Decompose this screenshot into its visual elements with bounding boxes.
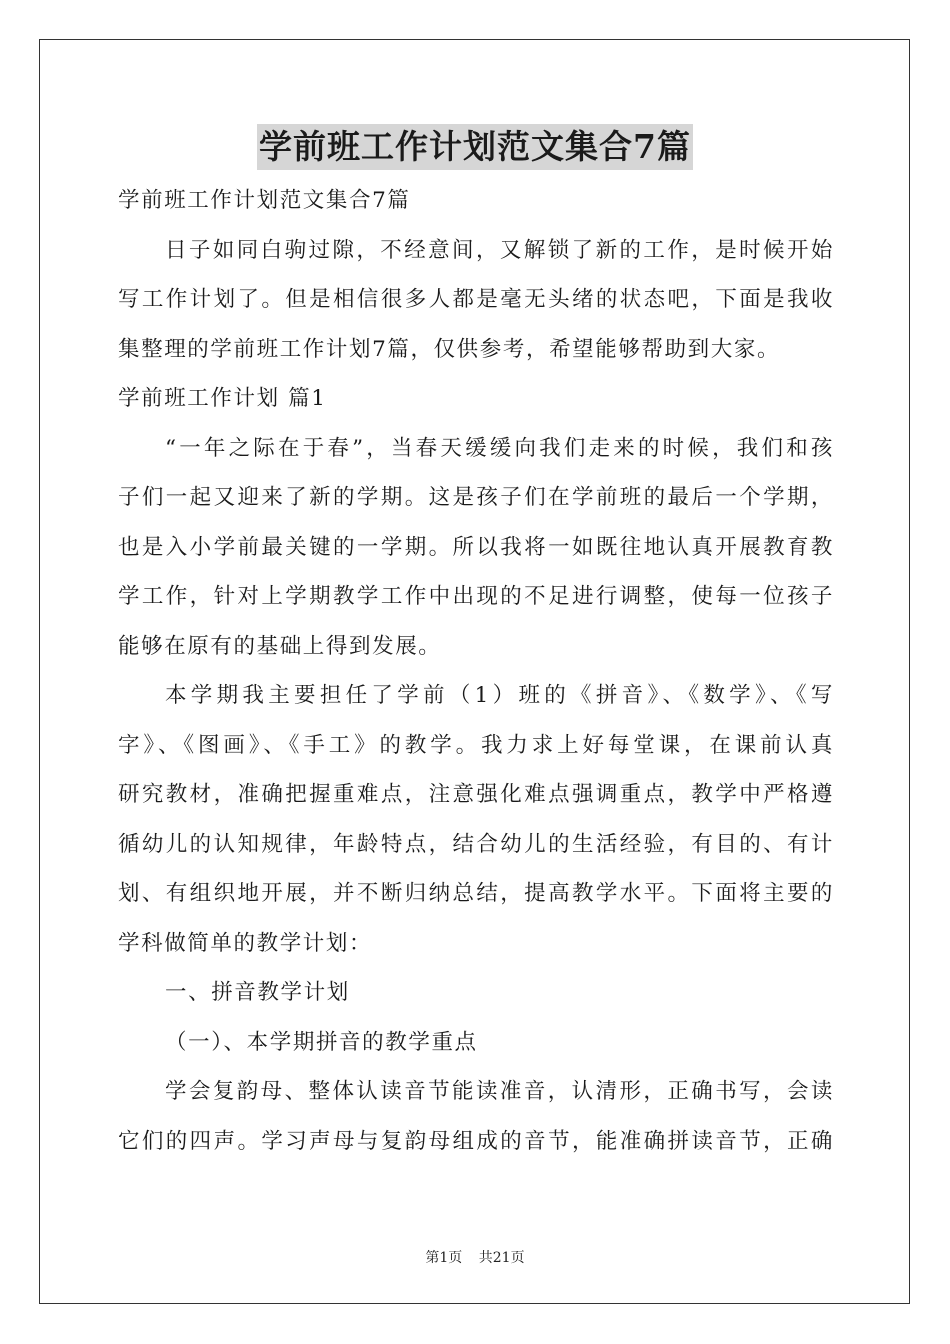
page-number: 第1页 <box>425 1250 463 1266</box>
text-line: 也是入小学前最关键的一学期。所以我将一如既往地认真开展教育教 <box>118 534 834 560</box>
text-line: 学会复韵母、整体认读音节能读准音，认清形，正确书写，会读 <box>165 1079 834 1104</box>
text-line: 循幼儿的认知规律，年龄特点，结合幼儿的生活经验，有目的、有计 <box>118 831 834 857</box>
text-line: 学前班工作计划范文集合7篇 <box>118 188 411 213</box>
page-total: 共21页 <box>478 1250 525 1266</box>
page-footer <box>0 1247 950 1267</box>
text-line: 能够在原有的基础上得到发展。 <box>118 633 442 659</box>
title-container <box>0 124 950 170</box>
text-line: 集整理的学前班工作计划7篇，仅供参考，希望能够帮助到大家。 <box>118 336 781 362</box>
text-line: 学前班工作计划 篇1 <box>118 386 327 411</box>
text-line: 本学期我主要担任了学前（1）班的《拼音》、《数学》、《写 <box>165 683 834 708</box>
text-line: （一）、本学期拼音的教学重点 <box>165 1029 478 1055</box>
text-line: 划、有组织地开展，并不断归纳总结，提高教学水平。下面将主要的 <box>118 881 834 906</box>
text-line: 日子如同白驹过隙，不经意间，又解锁了新的工作，是时候开始 <box>165 237 834 263</box>
text-line: 写工作计划了。但是相信很多人都是毫无头绪的状态吧，下面是我收 <box>118 287 834 312</box>
document-body <box>118 176 834 1166</box>
text-line: 研究教材，准确把握重难点，注意强化难点强调重点，教学中严格遵 <box>118 782 834 807</box>
text-line: 学工作，针对上学期教学工作中出现的不足进行调整，使每一位孩子 <box>118 584 834 609</box>
text-line: 学科做简单的教学计划： <box>118 930 373 956</box>
text-line: “一年之际在于春”，当春天缓缓向我们走来的时候，我们和孩 <box>165 435 834 461</box>
text-line: 字》、《图画》、《手工》的教学。我力求上好每堂课，在课前认真 <box>118 732 834 758</box>
text-line: 子们一起又迎来了新的学期。这是孩子们在学前班的最后一个学期， <box>118 485 834 510</box>
document-title: 学前班工作计划范文集合7篇 <box>257 124 693 170</box>
text-line: 一、拼音教学计划 <box>165 980 350 1005</box>
text-line: 它们的四声。学习声母与复韵母组成的音节，能准确拼读音节，正确 <box>118 1128 834 1154</box>
